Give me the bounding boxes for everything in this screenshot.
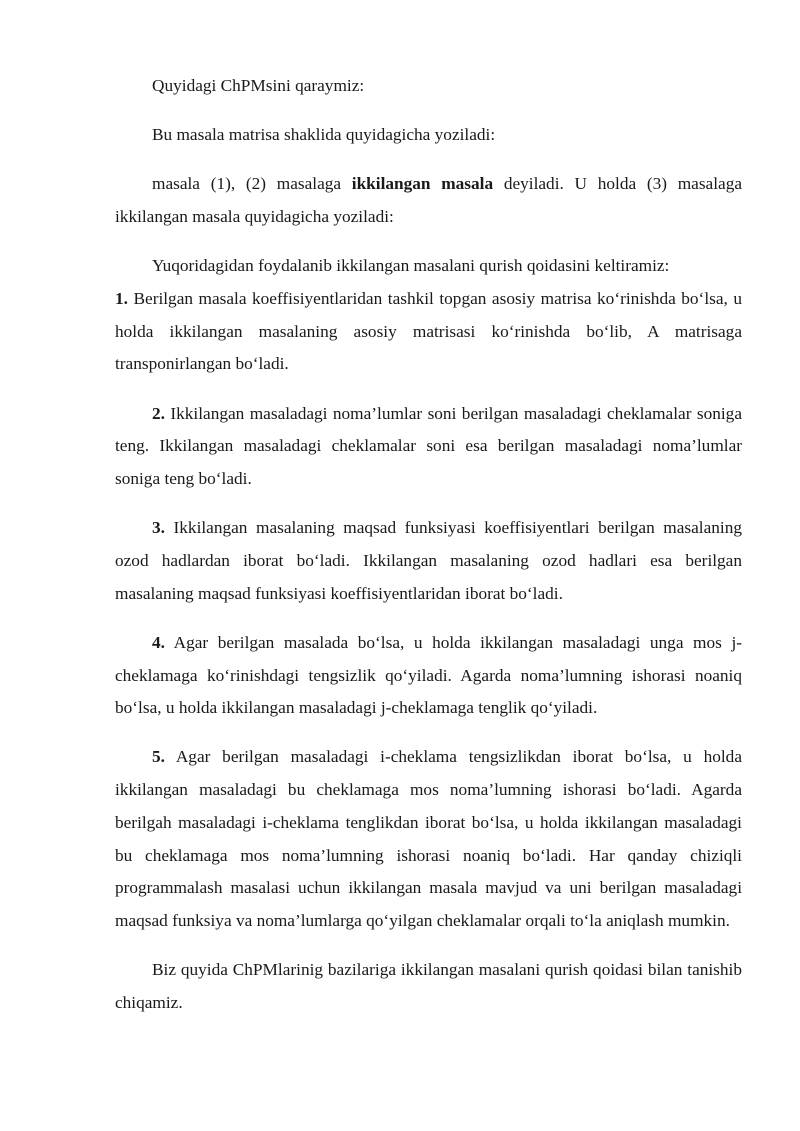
paragraph-rule-2 — [115, 398, 742, 496]
paragraph-rule-4 — [115, 627, 742, 725]
rule-number: 2. — [152, 403, 165, 423]
paragraph-text: deyiladi. U holda (3) masalaga ikkilangan masala quyidagicha yoziladi: — [115, 174, 743, 227]
rule-number: 1. — [115, 289, 128, 309]
paragraph-dual-definition — [115, 168, 742, 233]
paragraph-rules-intro — [115, 250, 742, 381]
rule-number: 5. — [152, 747, 165, 767]
paragraph-text: Bu masala matrisa shaklida quyidagicha yoziladi: — [152, 125, 496, 145]
paragraph-text: Biz quyida ChPMlarinig bazilariga ikkilangan masalani qurish qoidasi bilan tanishib chiqamiz. — [115, 960, 742, 1012]
paragraph-matrix-form — [115, 119, 742, 152]
rule-text: Ikkilangan masaladagi noma’lumlar soni berilgan masaladagi cheklamalar soniga teng. Ikkilangan masaladagi cheklamalar soni esa berilgan masaladagi noma’lumlar soniga teng bo‘ladi. — [115, 403, 742, 489]
bold-term: ikkilangan masala — [351, 174, 494, 194]
paragraph-text: Yuqoridagidan foydalanib ikkilangan masalani qurish qoidasini keltiramiz: — [152, 256, 670, 276]
rule-number: 3. — [152, 518, 165, 538]
paragraph-intro — [115, 70, 742, 103]
rule-text: Agar berilgan masalada bo‘lsa, u holda ikkilangan masaladagi unga mos j-cheklamaga ko‘rinishdagi tengsizlik qo‘yiladi. Agarda noma’lumning ishorasi noaniq bo‘lsa, u holda ikkilangan masaladagi j-cheklamaga tenglik qo‘yiladi. — [115, 632, 742, 718]
paragraph-text: Quyidagi ChPMsini qaraymiz: — [152, 76, 365, 95]
rule-text: Ikkilangan masalaning maqsad funksiyasi koeffisiyentlari berilgan masalaning ozod hadlardan iborat bo‘ladi. Ikkilangan masalaning ozod hadlari esa berilgan masalaning maqsad funksiyasi koeffisiyentlaridan iborat bo‘ladi. — [115, 518, 742, 603]
document-page — [115, 70, 742, 1036]
paragraph-rule-3 — [115, 512, 742, 610]
paragraph-closing — [115, 954, 742, 1019]
rule-number: 4. — [152, 632, 165, 652]
rule-text: Berilgan masala koeffisiyentlaridan tashkil topgan asosiy matrisa ko‘rinishda bo‘lsa, u holda ikkilangan masalaning asosiy matrisasi ko‘rinishda bo‘lib, A matrisaga transponirlangan bo‘ladi. — [115, 289, 742, 374]
paragraph-rule-5 — [115, 741, 742, 937]
paragraph-text: masala (1), (2) masalaga — [152, 174, 352, 194]
rule-text: Agar berilgan masaladagi i-cheklama tengsizlikdan iborat bo‘lsa, u holda ikkilangan masaladagi bu cheklamaga mos noma’lumning ishorasi bo‘ladi. Agarda berilgah masaladagi i-cheklama tenglikdan iborat bo‘lsa, u holda ikkilangan masaladagi bu cheklamaga mos noma’lumning ishorasi noaniq bo‘ladi. Har qanday chiziqli programmalash masalasi uchun ikkilangan masala mavjud va uni berilgan masaladagi maqsad funksiya va noma’lumlarga qo‘yilgan cheklamalar orqali to‘la aniqlash mumkin. — [115, 747, 742, 930]
